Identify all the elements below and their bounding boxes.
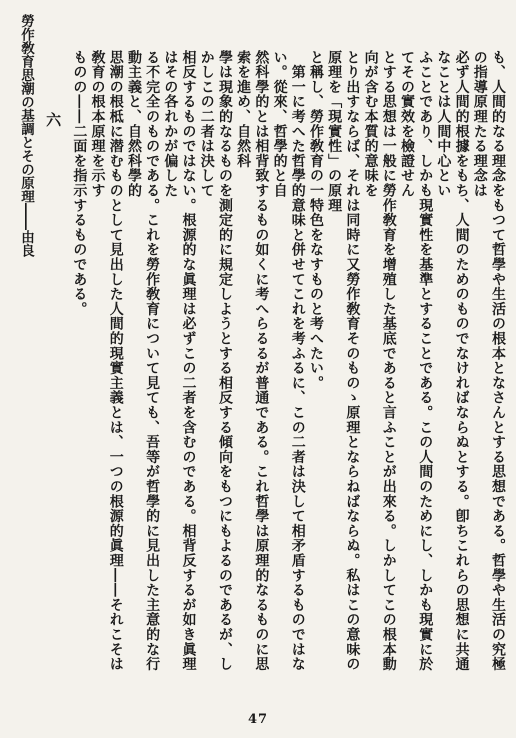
text-line: とする思想は一般に勞作敎育を增殖した基底であると言ふことが出來る。しかしてこの根本動向が含む本質的意味を: [362, 50, 397, 672]
text-line: 學は現象的なるものを測定的に規定しようとする相反する傾向をもつにもよるのであるが、しかしこの二者は決して: [198, 50, 233, 672]
text-line: 必ず人間的根據をもち、人間のためのものでなければならぬとする。卽ちこれらの思想に共通なことは人間中心とい: [435, 50, 470, 672]
running-title: 勞作敎育思潮の基調とその原理――由良: [18, 14, 34, 257]
text-line: ものの――二面を指示するものである。: [71, 50, 88, 317]
running-header: [14, 14, 38, 714]
text-line: と稱し、勞作敎育の一特色をなすものと考へたい。: [307, 50, 324, 391]
text-line: 第一に考へた哲學的意味と併せてこれを考ふるに、この二者は決して相矛盾するものではない。從來、哲學的と自: [271, 50, 306, 672]
page-number: 47: [247, 712, 269, 727]
body-text: [42, 50, 507, 685]
text-line: も、人間的なる理念をもつて哲學や生活の根本となさんとする思想である。哲學や生活の究極の指導原理たる理念は: [471, 50, 506, 672]
text-line: 思潮の根柢に潜むものとして見出した人間的現實主義とは、一つの根源的眞理――それこそは敎育の根本原理を示す: [89, 50, 124, 672]
section-heading: 六: [44, 112, 63, 128]
text-line: 然科學的とは相背致するもの如くに考へらるるが普通である。これ哲學は原理的なるものに思索を進め、自然科: [235, 50, 270, 672]
text-line: とり出すならば、それは同時に又勞作敎育そのものゝ原理とならねばならぬ。私はこの意味の原理を「現實性」の原理: [326, 50, 361, 672]
text-line: 相反するものではない。根源的な眞理は必ずこの二者を含むのである。相背反するが如き眞理はその各れかが偏した: [162, 50, 197, 672]
text-line: ふことであり、しかも現實性を基準とすることである。この人間のためにし、しかも現實に於てその實效を檢證せん: [398, 50, 434, 672]
text-line: る不完全のものである。これを勞作敎育について見ても、吾等が哲學的に見出した主意的な行動主義と、自然科學的: [125, 50, 161, 672]
